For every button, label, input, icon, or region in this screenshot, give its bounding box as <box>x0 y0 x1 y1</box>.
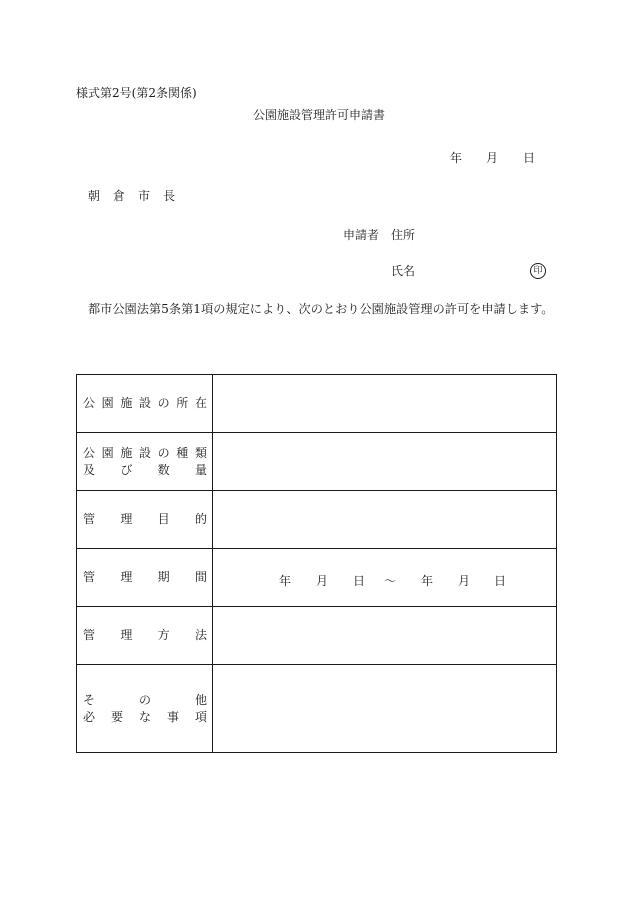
label-char: 管 <box>83 512 96 526</box>
table-row <box>77 433 557 491</box>
label-char: 事 <box>166 709 179 724</box>
name-label: 氏名 <box>391 264 416 278</box>
label-char: 設 <box>138 445 151 460</box>
period-start-month: 月 <box>316 573 329 588</box>
label-char: 項 <box>194 709 207 724</box>
form-title: 公園施設管理許可申請書 <box>253 108 386 122</box>
label-char: 施 <box>120 396 133 410</box>
applicant-label: 申請者 <box>343 228 380 242</box>
label-char: 期 <box>157 570 170 584</box>
label-char: 必 <box>83 709 96 724</box>
label-char: 類 <box>194 445 207 460</box>
label-char: 公 <box>83 445 96 460</box>
row-label-other <box>77 665 213 753</box>
location-field[interactable] <box>213 375 557 433</box>
label-char: 在 <box>194 396 207 410</box>
label-char: そ <box>83 692 96 707</box>
period-field[interactable] <box>213 549 557 607</box>
row-label-purpose <box>77 491 213 549</box>
row-label-line <box>83 511 207 528</box>
table-row <box>77 607 557 665</box>
row-label-line <box>83 709 207 726</box>
row-label-line <box>83 692 207 709</box>
date-month-label: 月 <box>486 151 499 165</box>
table-row <box>77 375 557 433</box>
period-end-day: 日 <box>494 573 507 588</box>
label-char: 間 <box>194 570 207 584</box>
label-char: 園 <box>101 445 114 460</box>
label-char: な <box>138 709 151 724</box>
seal-mark: 印 <box>530 263 546 279</box>
type-quantity-field[interactable] <box>213 433 557 491</box>
table-row <box>77 549 557 607</box>
label-char: 設 <box>138 396 151 410</box>
label-char: 理 <box>120 570 133 584</box>
label-char: 施 <box>120 445 133 460</box>
row-label-period <box>77 549 213 607</box>
application-table <box>76 374 557 753</box>
label-char: 園 <box>101 396 114 410</box>
table-row <box>77 665 557 753</box>
period-tilde: 〜 <box>384 573 397 588</box>
label-char: 他 <box>194 692 207 707</box>
label-char: 目 <box>157 512 170 526</box>
addressee: 朝倉市長 <box>88 189 189 203</box>
row-label-line <box>83 569 207 586</box>
period-end-year: 年 <box>421 573 434 588</box>
label-char: の <box>138 692 151 707</box>
other-matters-field[interactable] <box>213 665 557 753</box>
table-row <box>77 491 557 549</box>
application-statement: 都市公園法第5条第1項の規定により、次のとおり公園施設管理の許可を申請します。 <box>88 302 554 316</box>
label-char: 方 <box>157 628 170 642</box>
label-char: 理 <box>120 628 133 642</box>
label-char: 理 <box>120 512 133 526</box>
form-number: 様式第2号(第2条関係) <box>76 86 197 100</box>
row-label-line <box>83 462 207 479</box>
purpose-field[interactable] <box>213 491 557 549</box>
label-char: 管 <box>83 628 96 642</box>
row-label-method <box>77 607 213 665</box>
label-char: の <box>157 445 170 460</box>
period-start-day: 日 <box>353 573 366 588</box>
date-day-label: 日 <box>523 151 536 165</box>
label-char: 及 <box>83 462 96 477</box>
label-char: 的 <box>194 512 207 526</box>
row-label-type-quantity <box>77 433 213 491</box>
label-char: の <box>157 396 170 410</box>
method-field[interactable] <box>213 607 557 665</box>
period-end-month: 月 <box>458 573 471 588</box>
row-label-line <box>83 445 207 462</box>
label-char: 種 <box>176 445 189 460</box>
row-label-line <box>83 395 207 412</box>
label-char: 量 <box>194 462 207 477</box>
label-char: び <box>120 462 133 477</box>
label-char: 管 <box>83 570 96 584</box>
period-start-year: 年 <box>279 573 292 588</box>
label-char: 法 <box>194 628 207 642</box>
label-char: 要 <box>110 709 123 724</box>
row-label-location <box>77 375 213 433</box>
address-label: 住所 <box>391 228 416 242</box>
label-char: 数 <box>157 462 170 477</box>
row-label-line <box>83 627 207 644</box>
date-year-label: 年 <box>450 151 463 165</box>
label-char: 公 <box>83 396 96 410</box>
label-char: 所 <box>176 396 189 410</box>
